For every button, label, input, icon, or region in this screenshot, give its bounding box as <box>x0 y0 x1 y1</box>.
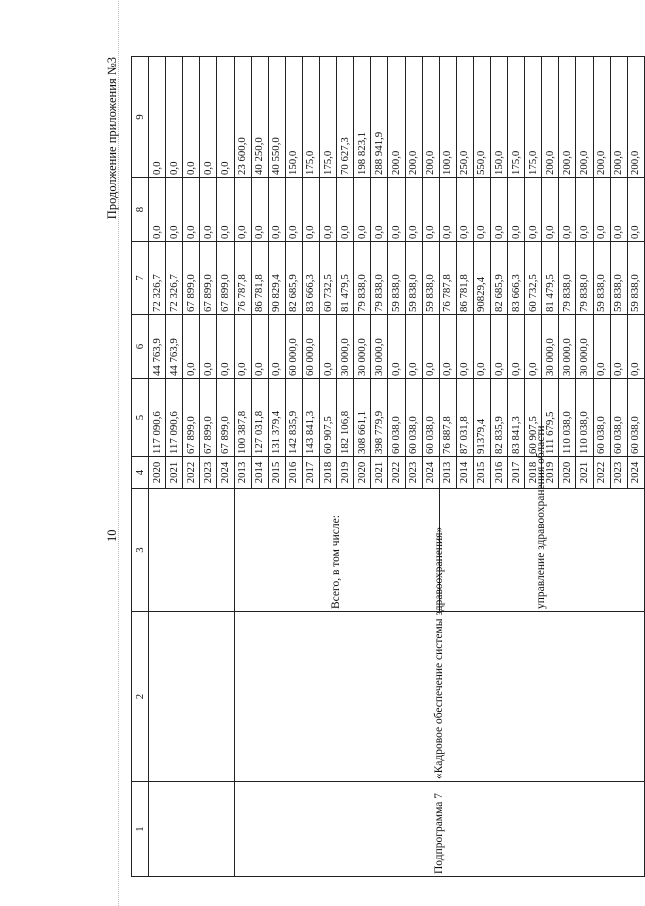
other-cell: 200,0 <box>422 57 439 178</box>
municipal-cell: 0,0 <box>320 178 337 242</box>
year-cell: 2018 <box>525 457 542 489</box>
federal-cell: 0,0 <box>593 315 610 379</box>
other-cell: 200,0 <box>576 57 593 178</box>
total-cell: 67 899,0 <box>217 379 234 457</box>
municipal-cell: 0,0 <box>473 178 490 242</box>
total-cell: 127 031,8 <box>251 379 268 457</box>
other-cell: 175,0 <box>302 57 319 178</box>
column-number-header: 1 <box>132 782 149 877</box>
municipal-cell: 0,0 <box>183 178 200 242</box>
year-cell: 2017 <box>302 457 319 489</box>
other-cell: 200,0 <box>610 57 627 178</box>
column-number-header: 9 <box>132 57 149 178</box>
regional-cell: 60 732,5 <box>525 242 542 315</box>
regional-cell: 90829,4 <box>473 242 490 315</box>
municipal-cell: 0,0 <box>490 178 507 242</box>
year-cell: 2015 <box>473 457 490 489</box>
federal-cell: 44 763,9 <box>149 315 166 379</box>
municipal-cell: 0,0 <box>627 178 644 242</box>
year-cell: 2016 <box>490 457 507 489</box>
appendix-caption: Продолжение приложения №3 <box>105 57 119 220</box>
total-cell: 60 038,0 <box>593 379 610 457</box>
municipal-cell: 0,0 <box>439 178 456 242</box>
year-cell: 2024 <box>422 457 439 489</box>
federal-cell: 0,0 <box>251 315 268 379</box>
total-cell: 100 387,8 <box>234 379 251 457</box>
year-cell: 2024 <box>627 457 644 489</box>
table-row <box>149 57 166 877</box>
sheet-header <box>105 57 129 877</box>
municipal-cell: 0,0 <box>422 178 439 242</box>
regional-cell: 83 666,3 <box>508 242 525 315</box>
column-number-header: 8 <box>132 178 149 242</box>
federal-cell: 0,0 <box>388 315 405 379</box>
year-cell: 2024 <box>217 457 234 489</box>
total-cell: 82 835,9 <box>490 379 507 457</box>
other-cell: 0,0 <box>200 57 217 178</box>
year-cell: 2021 <box>166 457 183 489</box>
municipal-cell: 0,0 <box>456 178 473 242</box>
column-number-header: 4 <box>132 457 149 489</box>
other-cell: 288 941,9 <box>371 57 388 178</box>
regional-cell: 59 838,0 <box>593 242 610 315</box>
total-cell: 182 106,8 <box>337 379 354 457</box>
other-cell: 250,0 <box>456 57 473 178</box>
municipal-cell: 0,0 <box>217 178 234 242</box>
federal-cell: 30 000,0 <box>354 315 371 379</box>
total-cell: 110 038,0 <box>576 379 593 457</box>
federal-cell: 0,0 <box>439 315 456 379</box>
column-number-header: 2 <box>132 612 149 782</box>
year-cell: 2013 <box>234 457 251 489</box>
year-cell: 2020 <box>559 457 576 489</box>
header-row <box>132 57 149 877</box>
column-number-header: 5 <box>132 379 149 457</box>
federal-cell: 0,0 <box>490 315 507 379</box>
other-cell: 23 600,0 <box>234 57 251 178</box>
year-cell: 2022 <box>183 457 200 489</box>
year-cell: 2023 <box>200 457 217 489</box>
table-body <box>132 57 645 877</box>
budget-table <box>131 56 645 877</box>
regional-cell: 79 838,0 <box>354 242 371 315</box>
total-cell: 131 379,4 <box>268 379 285 457</box>
year-cell: 2015 <box>268 457 285 489</box>
municipal-cell: 0,0 <box>354 178 371 242</box>
other-cell: 200,0 <box>388 57 405 178</box>
year-cell: 2018 <box>320 457 337 489</box>
year-cell: 2019 <box>337 457 354 489</box>
empty-cell <box>149 612 234 782</box>
regional-cell: 82 685,9 <box>490 242 507 315</box>
municipal-cell: 0,0 <box>200 178 217 242</box>
year-cell: 2016 <box>285 457 302 489</box>
federal-cell: 0,0 <box>525 315 542 379</box>
federal-cell: 0,0 <box>405 315 422 379</box>
other-cell: 70 627,3 <box>337 57 354 178</box>
federal-cell: 60 000,0 <box>285 315 302 379</box>
department-label: управление здравоохранения области <box>439 489 644 612</box>
federal-cell: 0,0 <box>200 315 217 379</box>
year-cell: 2013 <box>439 457 456 489</box>
other-cell: 0,0 <box>166 57 183 178</box>
federal-cell: 30 000,0 <box>576 315 593 379</box>
regional-cell: 83 666,3 <box>302 242 319 315</box>
municipal-cell: 0,0 <box>525 178 542 242</box>
page-number: 10 <box>105 529 119 542</box>
municipal-cell: 0,0 <box>234 178 251 242</box>
table-row <box>234 57 251 877</box>
municipal-cell: 0,0 <box>542 178 559 242</box>
total-cell: 143 841,3 <box>302 379 319 457</box>
year-cell: 2023 <box>405 457 422 489</box>
municipal-cell: 0,0 <box>285 178 302 242</box>
empty-cell <box>149 489 234 612</box>
regional-cell: 86 781,8 <box>456 242 473 315</box>
total-cell: 117 090,6 <box>166 379 183 457</box>
total-label: Всего, в том числе: <box>234 489 439 612</box>
federal-cell: 0,0 <box>610 315 627 379</box>
regional-cell: 67 899,0 <box>217 242 234 315</box>
total-cell: 142 835,9 <box>285 379 302 457</box>
total-cell: 117 090,6 <box>149 379 166 457</box>
regional-cell: 59 838,0 <box>388 242 405 315</box>
other-cell: 175,0 <box>508 57 525 178</box>
municipal-cell: 0,0 <box>268 178 285 242</box>
regional-cell: 59 838,0 <box>405 242 422 315</box>
federal-cell: 0,0 <box>320 315 337 379</box>
regional-cell: 67 899,0 <box>183 242 200 315</box>
year-cell: 2014 <box>251 457 268 489</box>
other-cell: 0,0 <box>183 57 200 178</box>
total-cell: 111 679,5 <box>542 379 559 457</box>
other-cell: 40 550,0 <box>268 57 285 178</box>
regional-cell: 59 838,0 <box>422 242 439 315</box>
other-cell: 200,0 <box>593 57 610 178</box>
column-number-header: 7 <box>132 242 149 315</box>
regional-cell: 59 838,0 <box>627 242 644 315</box>
year-cell: 2022 <box>388 457 405 489</box>
regional-cell: 76 787,8 <box>234 242 251 315</box>
other-cell: 200,0 <box>405 57 422 178</box>
regional-cell: 79 838,0 <box>576 242 593 315</box>
total-cell: 110 038,0 <box>559 379 576 457</box>
federal-cell: 30 000,0 <box>542 315 559 379</box>
other-cell: 150,0 <box>285 57 302 178</box>
federal-cell: 0,0 <box>456 315 473 379</box>
other-cell: 198 823,1 <box>354 57 371 178</box>
total-cell: 308 661,1 <box>354 379 371 457</box>
year-cell: 2020 <box>354 457 371 489</box>
federal-cell: 0,0 <box>183 315 200 379</box>
column-number-header: 6 <box>132 315 149 379</box>
regional-cell: 60 732,5 <box>320 242 337 315</box>
other-cell: 175,0 <box>525 57 542 178</box>
subprogram-name: «Кадровое обеспечение системы здравоохранения» <box>234 612 644 782</box>
regional-cell: 76 787,8 <box>439 242 456 315</box>
municipal-cell: 0,0 <box>405 178 422 242</box>
other-cell: 150,0 <box>490 57 507 178</box>
regional-cell: 72 326,7 <box>166 242 183 315</box>
federal-cell: 0,0 <box>422 315 439 379</box>
other-cell: 200,0 <box>542 57 559 178</box>
subprogram-label: Подпрограмма 7 <box>234 782 644 877</box>
total-cell: 60 038,0 <box>627 379 644 457</box>
total-cell: 67 899,0 <box>200 379 217 457</box>
municipal-cell: 0,0 <box>559 178 576 242</box>
federal-cell: 44 763,9 <box>166 315 183 379</box>
column-number-header: 3 <box>132 489 149 612</box>
total-cell: 60 907,5 <box>525 379 542 457</box>
total-cell: 91379,4 <box>473 379 490 457</box>
municipal-cell: 0,0 <box>508 178 525 242</box>
municipal-cell: 0,0 <box>149 178 166 242</box>
regional-cell: 86 781,8 <box>251 242 268 315</box>
year-cell: 2020 <box>149 457 166 489</box>
federal-cell: 30 000,0 <box>371 315 388 379</box>
federal-cell: 0,0 <box>268 315 285 379</box>
regional-cell: 59 838,0 <box>610 242 627 315</box>
rotated-sheet <box>105 57 642 877</box>
year-cell: 2014 <box>456 457 473 489</box>
federal-cell: 0,0 <box>508 315 525 379</box>
federal-cell: 0,0 <box>234 315 251 379</box>
federal-cell: 0,0 <box>217 315 234 379</box>
empty-cell <box>149 782 234 877</box>
municipal-cell: 0,0 <box>576 178 593 242</box>
year-cell: 2023 <box>610 457 627 489</box>
federal-cell: 30 000,0 <box>559 315 576 379</box>
federal-cell: 30 000,0 <box>337 315 354 379</box>
regional-cell: 67 899,0 <box>200 242 217 315</box>
other-cell: 175,0 <box>320 57 337 178</box>
year-cell: 2022 <box>593 457 610 489</box>
other-cell: 40 250,0 <box>251 57 268 178</box>
regional-cell: 79 838,0 <box>371 242 388 315</box>
total-cell: 60 038,0 <box>610 379 627 457</box>
federal-cell: 0,0 <box>473 315 490 379</box>
municipal-cell: 0,0 <box>610 178 627 242</box>
municipal-cell: 0,0 <box>371 178 388 242</box>
regional-cell: 72 326,7 <box>149 242 166 315</box>
federal-cell: 0,0 <box>627 315 644 379</box>
year-cell: 2019 <box>542 457 559 489</box>
regional-cell: 90 829,4 <box>268 242 285 315</box>
other-cell: 100,0 <box>439 57 456 178</box>
regional-cell: 81 479,5 <box>337 242 354 315</box>
total-cell: 60 038,0 <box>422 379 439 457</box>
other-cell: 550,0 <box>473 57 490 178</box>
federal-cell: 60 000,0 <box>302 315 319 379</box>
other-cell: 0,0 <box>217 57 234 178</box>
total-cell: 398 779,9 <box>371 379 388 457</box>
total-cell: 67 899,0 <box>183 379 200 457</box>
other-cell: 200,0 <box>559 57 576 178</box>
total-cell: 83 841,3 <box>508 379 525 457</box>
regional-cell: 82 685,9 <box>285 242 302 315</box>
year-cell: 2021 <box>371 457 388 489</box>
municipal-cell: 0,0 <box>337 178 354 242</box>
municipal-cell: 0,0 <box>302 178 319 242</box>
total-cell: 60 038,0 <box>388 379 405 457</box>
other-cell: 0,0 <box>149 57 166 178</box>
total-cell: 60 038,0 <box>405 379 422 457</box>
total-cell: 60 907,5 <box>320 379 337 457</box>
total-cell: 87 031,8 <box>456 379 473 457</box>
regional-cell: 81 479,5 <box>542 242 559 315</box>
regional-cell: 79 838,0 <box>559 242 576 315</box>
year-cell: 2017 <box>508 457 525 489</box>
total-cell: 76 887,8 <box>439 379 456 457</box>
other-cell: 200,0 <box>627 57 644 178</box>
municipal-cell: 0,0 <box>166 178 183 242</box>
municipal-cell: 0,0 <box>251 178 268 242</box>
municipal-cell: 0,0 <box>593 178 610 242</box>
year-cell: 2021 <box>576 457 593 489</box>
municipal-cell: 0,0 <box>388 178 405 242</box>
